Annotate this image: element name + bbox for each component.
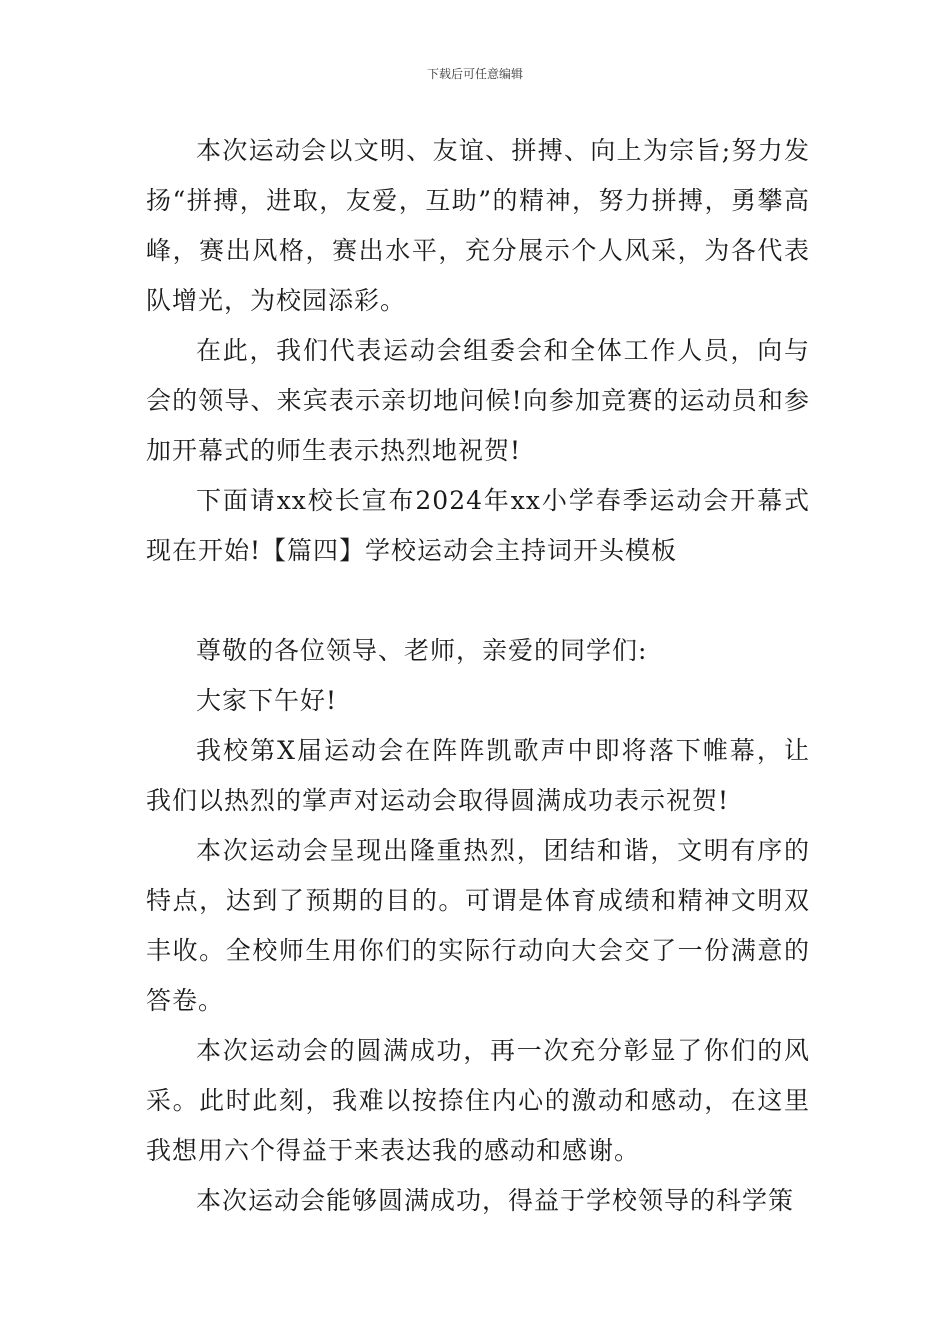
paragraph-purpose: 本次运动会以文明、友谊、拼搏、向上为宗旨;努力发扬“拼搏，进取，友爱，互助”的精神，努力拼搏，勇攀高峰，赛出风格，赛出水平，充分展示个人风采，为各代表队增光，为校园添彩。 [146,136,810,315]
paragraph-closing-celebration: 我校第X届运动会在阵阵凯歌声中即将落下帷幕，让我们以热烈的掌声对运动会取得圆满成功表示祝贺! [146,736,810,815]
paragraph-opening-announcement: 下面请xx校长宣布2024年xx小学春季运动会开幕式现在开始!【篇四】学校运动会主持词开头模板 [146,486,810,565]
document-body [146,126,810,1226]
paragraph-gratitude: 本次运动会的圆满成功，再一次充分彰显了你们的风采。此时此刻，我难以按捺住内心的激动和感动，在这里我想用六个得益于来表达我的感动和感谢。 [146,1036,810,1165]
page-header-note: 下载后可任意编辑 [426,67,523,81]
paragraph-success-reasons: 本次运动会能够圆满成功，得益于学校领导的科学策 [196,1186,795,1215]
paragraph-event-summary: 本次运动会呈现出隆重热烈，团结和谐，文明有序的特点，达到了预期的目的。可谓是体育成绩和精神文明双丰收。全校师生用你们的实际行动向大会交了一份满意的答卷。 [146,836,810,1015]
paragraph-greetings: 在此，我们代表运动会组委会和全体工作人员，向与会的领导、来宾表示亲切地问候!向参加竞赛的运动员和参加开幕式的师生表示热烈地祝贺! [146,336,810,465]
paragraph-good-afternoon: 大家下午好! [196,686,338,715]
paragraph-salutation: 尊敬的各位领导、老师，亲爱的同学们: [196,636,648,665]
